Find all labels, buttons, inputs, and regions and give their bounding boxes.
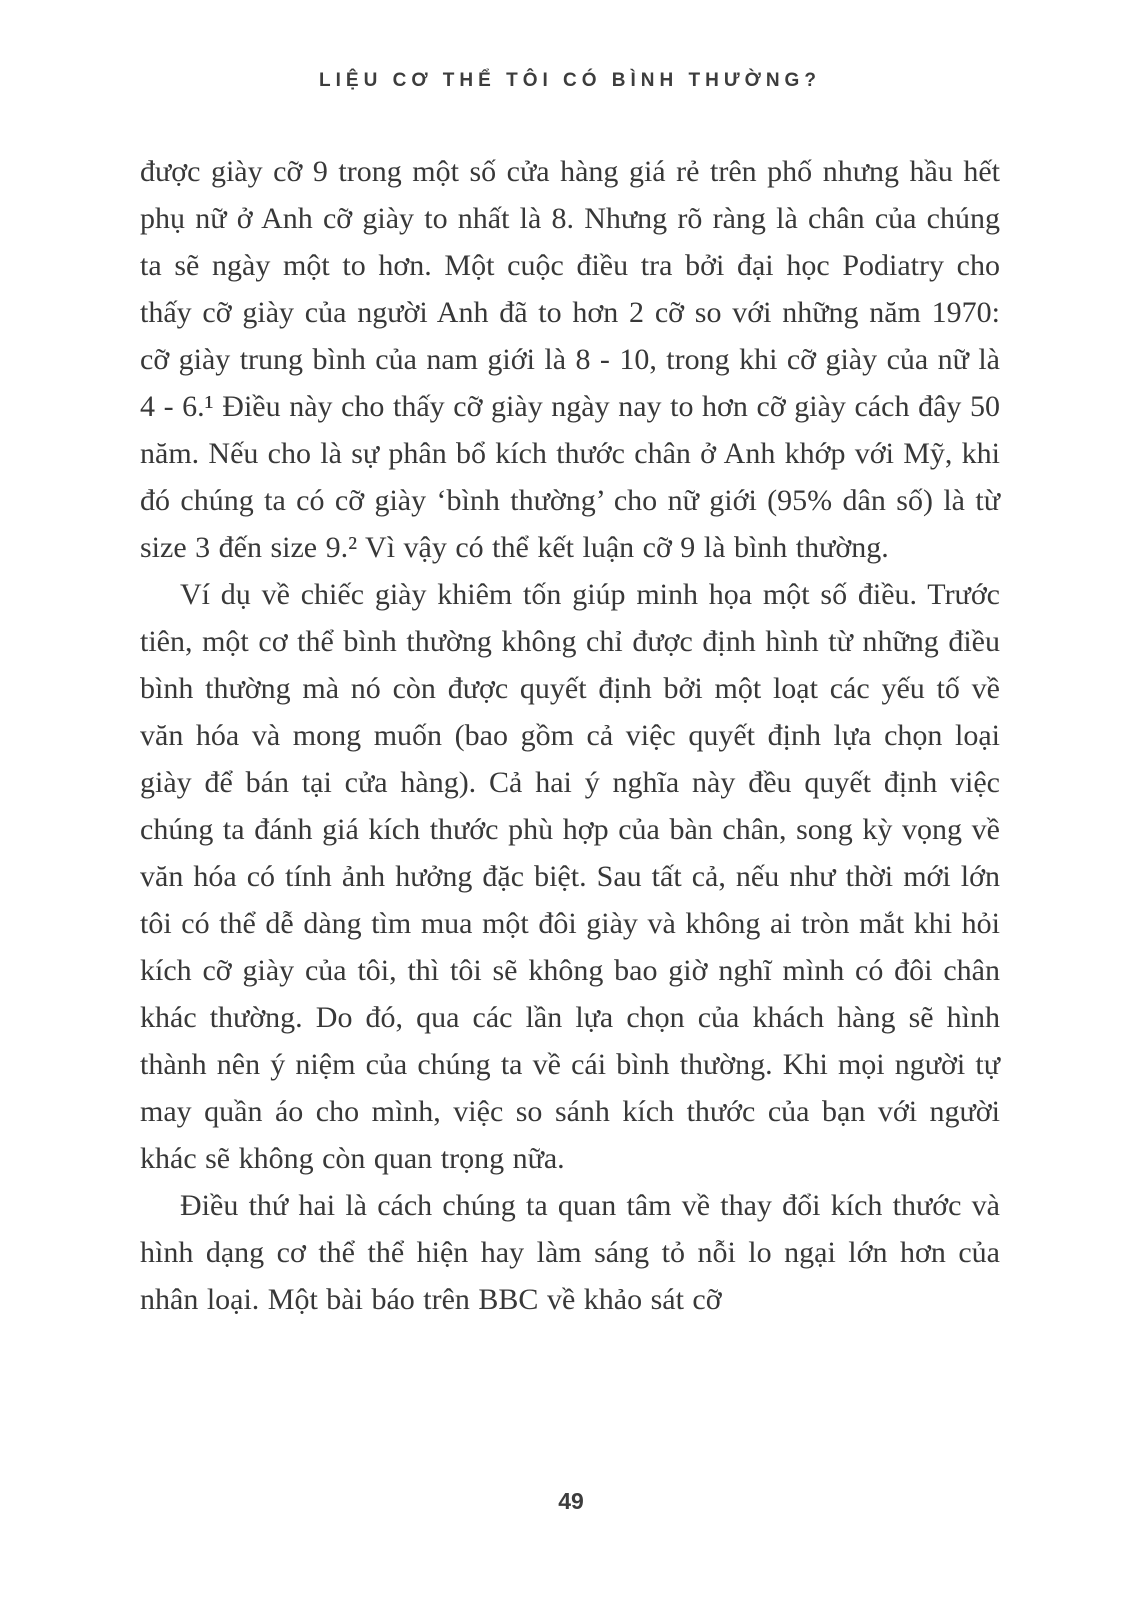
page-number: 49 xyxy=(558,1488,584,1514)
paragraph: Ví dụ về chiếc giày khiêm tốn giúp minh họa một số điều. Trước tiên, một cơ thể bình thường không chỉ được định hình từ những điều bình thường mà nó còn được quyết định bởi một loạt các yếu tố về văn hóa và mong muốn (bao gồm cả việc quyết định lựa chọn loại giày để bán tại cửa hàng). Cả hai ý nghĩa này đều quyết định việc chúng ta đánh giá kích thước phù hợp của bàn chân, song kỳ vọng về văn hóa có tính ảnh hưởng đặc biệt. Sau tất cả, nếu như thời mới lớn tôi có thể dễ dàng tìm mua một đôi giày và không ai tròn mắt khi hỏi kích cỡ giày của tôi, thì tôi sẽ không bao giờ nghĩ mình có đôi chân khác thường. Do đó, qua các lần lựa chọn của khách hàng sẽ hình thành nên ý niệm của chúng ta về cái bình thường. Khi mọi người tự may quần áo cho mình, việc so sánh kích thước của bạn với người khác sẽ không còn quan trọng nữa. xyxy=(140,578,1000,1175)
page-body xyxy=(140,148,1000,1323)
paragraph: Điều thứ hai là cách chúng ta quan tâm về thay đổi kích thước và hình dạng cơ thể thể hiện hay làm sáng tỏ nỗi lo ngại lớn hơn của nhân loại. Một bài báo trên BBC về khảo sát cỡ xyxy=(140,1189,1000,1316)
running-header: LIỆU CƠ THỂ TÔI CÓ BÌNH THƯỜNG? xyxy=(319,70,821,91)
paragraph: được giày cỡ 9 trong một số cửa hàng giá rẻ trên phố nhưng hầu hết phụ nữ ở Anh cỡ giày to nhất là 8. Nhưng rõ ràng là chân của chúng ta sẽ ngày một to hơn. Một cuộc điều tra bởi đại học Podiatry cho thấy cỡ giày của người Anh đã to hơn 2 cỡ so với những năm 1970: cỡ giày trung bình của nam giới là 8 - 10, trong khi cỡ giày của nữ là 4 - 6.¹ Điều này cho thấy cỡ giày ngày nay to hơn cỡ giày cách đây 50 năm. Nếu cho là sự phân bổ kích thước chân ở Anh khớp với Mỹ, khi đó chúng ta có cỡ giày ‘bình thường’ cho nữ giới (95% dân số) là từ size 3 đến size 9.² Vì vậy có thể kết luận cỡ 9 là bình thường. xyxy=(140,155,1000,564)
